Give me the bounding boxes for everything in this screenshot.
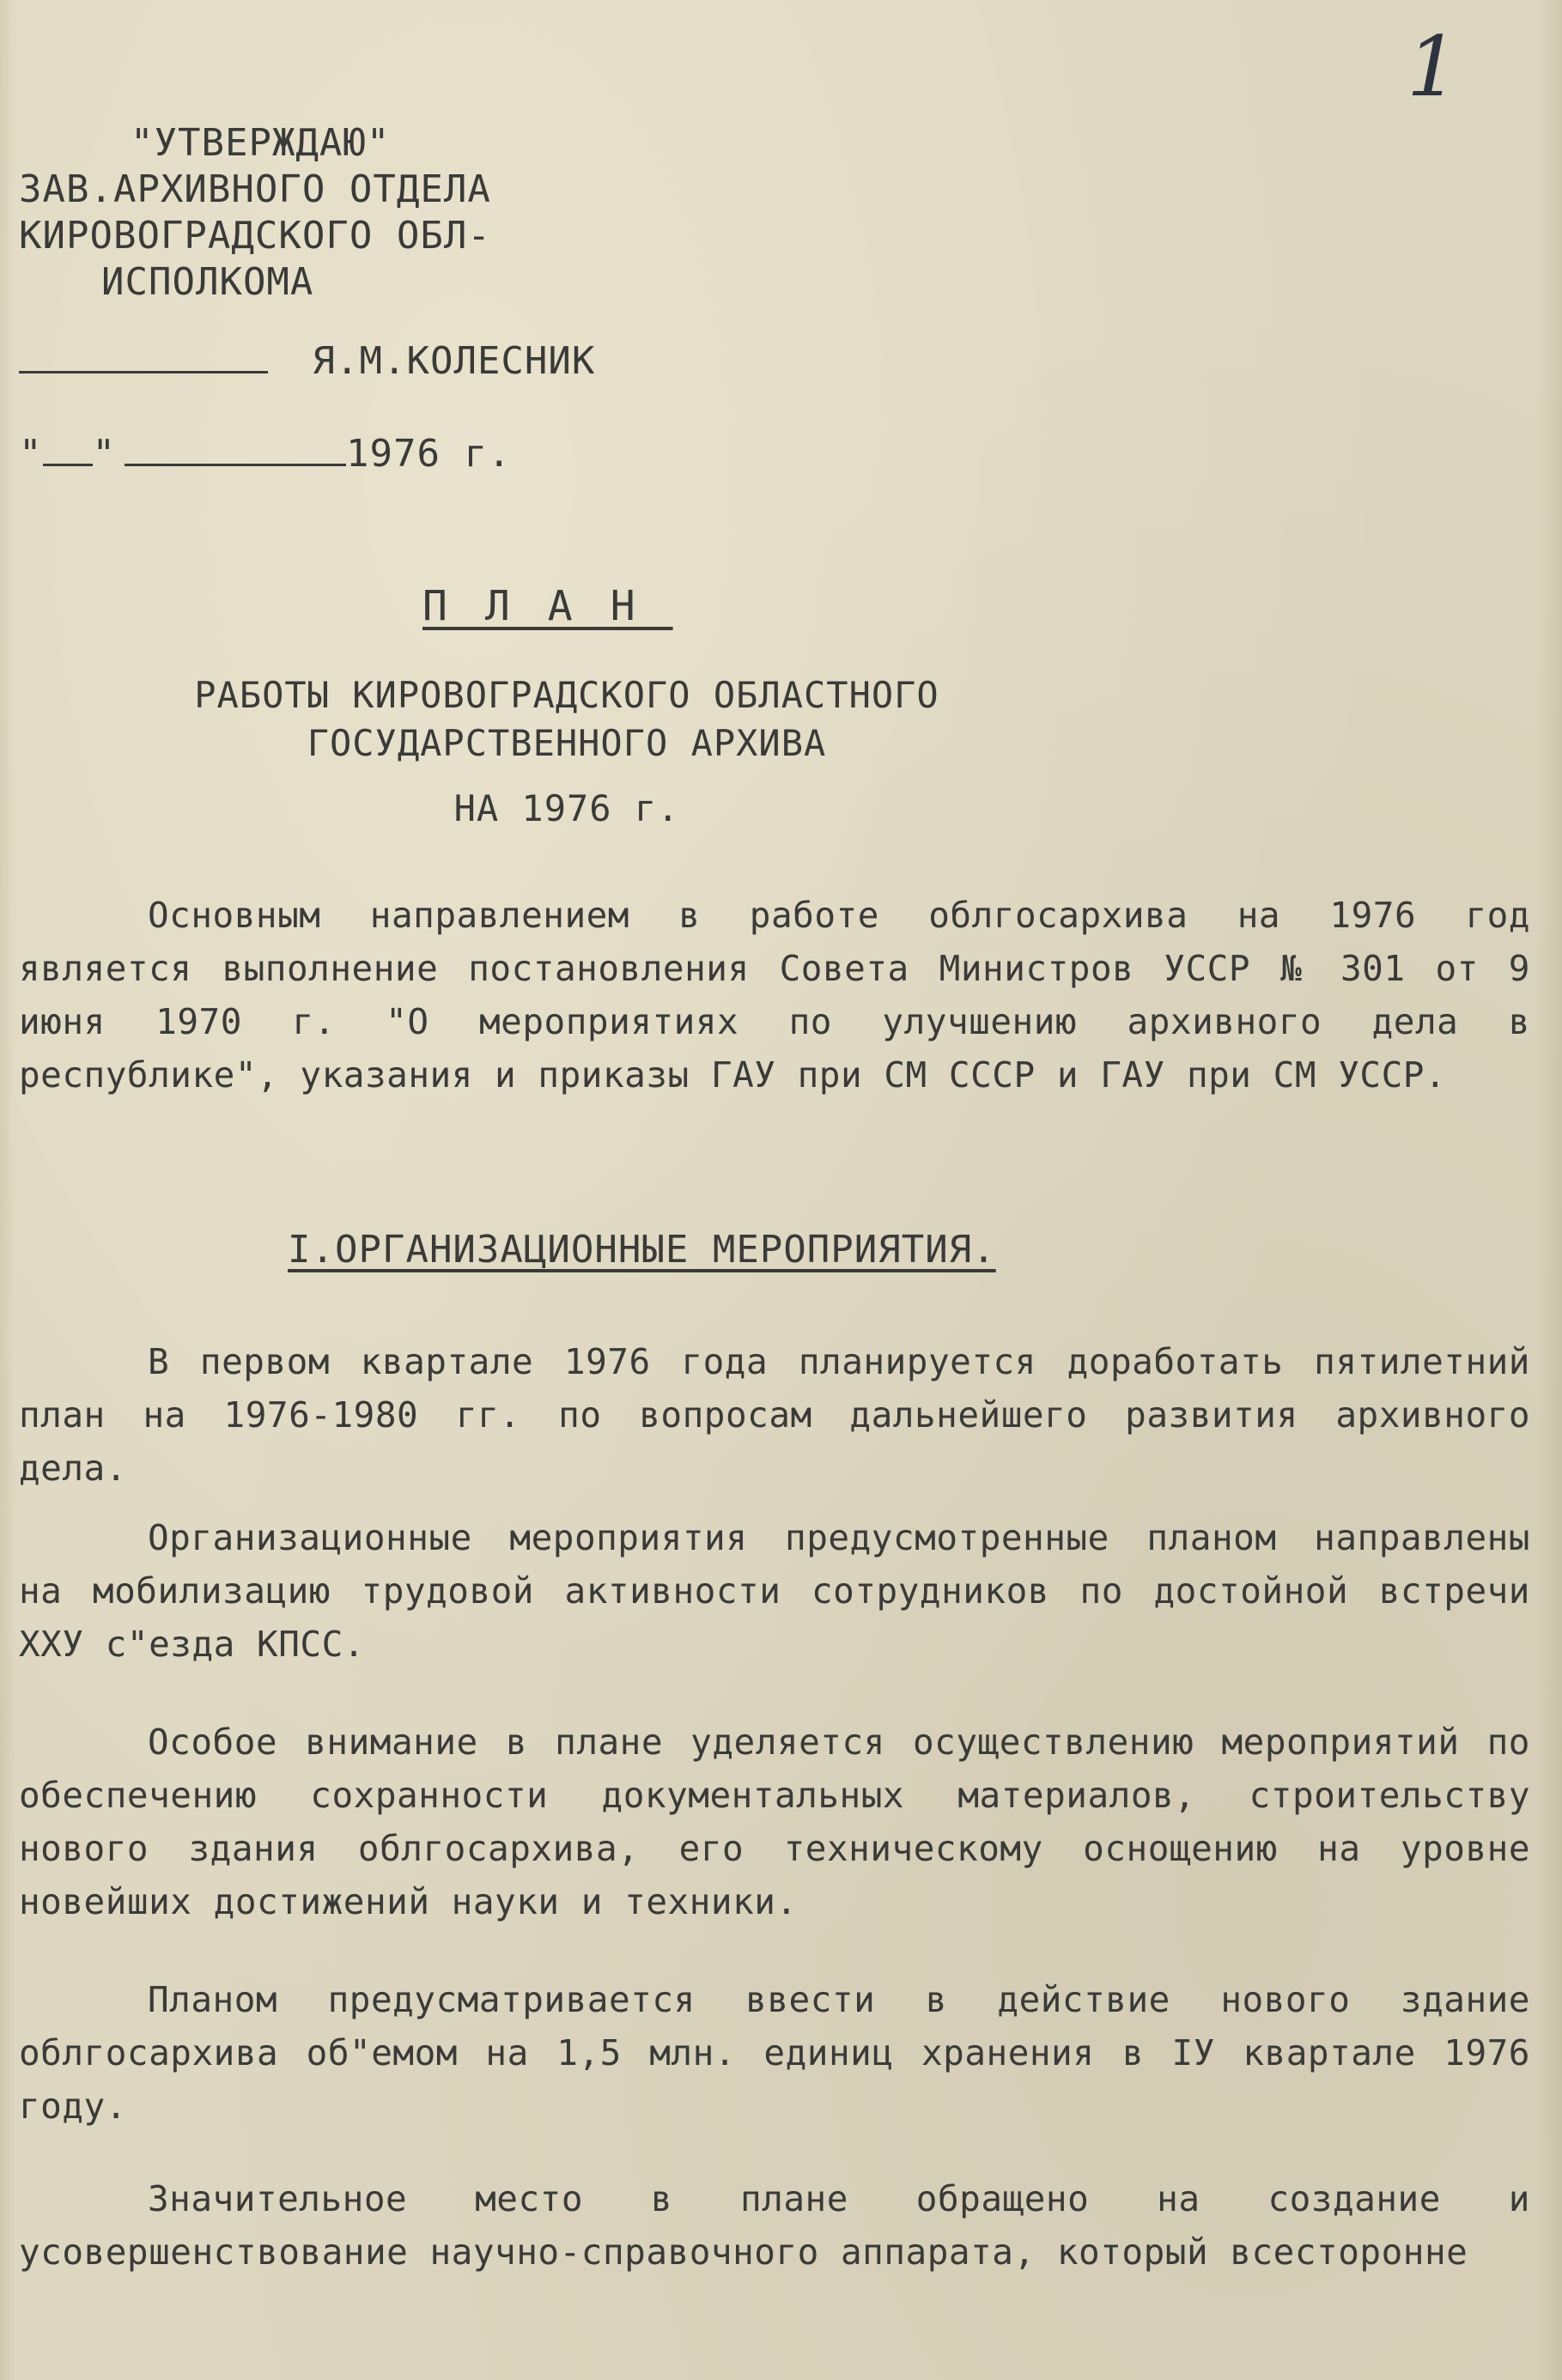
approval-heading: "УТВЕРЖДАЮ": [131, 121, 391, 165]
approval-stamp: [19, 120, 568, 306]
paragraph-3: Особое внимание в плане уделяется осуществлению мероприятий по обеспечению сохранности документальных материалов, строительству нового здания облгосархива, его техническому оснощению на уровне новейших достижений науки и техники.: [19, 1721, 1530, 1922]
date-row: [19, 432, 511, 476]
section-heading-1: I.ОРГАНИЗАЦИОННЫЕ МЕРОПРИЯТИЯ.: [288, 1228, 996, 1272]
paragraph-5: Значительное место в плане обращено на создание и усовершенствование научно-справочного аппарата, который всесторонне: [19, 2178, 1530, 2273]
approval-line-2: КИРОВОГРАДСКОГО ОБЛ-: [19, 214, 491, 258]
paragraph-intro: Основным направлением в работе облгосархива на 1976 год является выполнение постановления Совета Министров УССР № 301 от 9 июня 1970 г. "О мероприятиях по улучшению архивного дела в республике", указания и приказы ГАУ при СМ СССР и ГАУ при СМ УССР.: [19, 895, 1530, 1096]
date-quote-close: ": [92, 432, 116, 476]
day-blank: [43, 433, 93, 466]
approval-line-3: ИСПОЛКОМА: [101, 260, 314, 304]
document-title: ПЛАН: [422, 582, 673, 630]
subtitle-line-1: РАБОТЫ КИРОВОГРАДСКОГО ОБЛАСТНОГО: [194, 674, 939, 716]
document-subtitle: [155, 671, 979, 833]
paragraph-1: В первом квартале 1976 года планируется доработать пятилетний план на 1976-1980 гг. по вопросам дальнейшего развития архивного дела.: [19, 1341, 1530, 1489]
month-blank: [125, 433, 346, 466]
date-quote-open: ": [19, 432, 43, 476]
paragraph-4: Планом предусматривается ввести в действие нового здание облгосархива об"емом на 1,5 млн. единиц хранения в IУ квартале 1976 году.: [19, 1979, 1530, 2127]
subtitle-year: НА 1976 г.: [453, 787, 680, 829]
signer-name: Я.М.КОЛЕСНИК: [312, 339, 596, 383]
approval-line-1: ЗАВ.АРХИВНОГО ОТДЕЛА: [19, 167, 491, 211]
folio-number: 1: [1407, 19, 1460, 115]
date-year: 1976 г.: [346, 432, 512, 476]
paragraph-2: Организационные мероприятия предусмотренные планом направлены на мобилизацию трудовой активности сотрудников по достойной встречи ХХУ с"езда КПСС.: [19, 1517, 1530, 1665]
signature-row: [19, 339, 595, 383]
signature-blank: [19, 340, 268, 373]
subtitle-line-2: ГОСУДАРСТВЕННОГО АРХИВА: [307, 722, 827, 764]
